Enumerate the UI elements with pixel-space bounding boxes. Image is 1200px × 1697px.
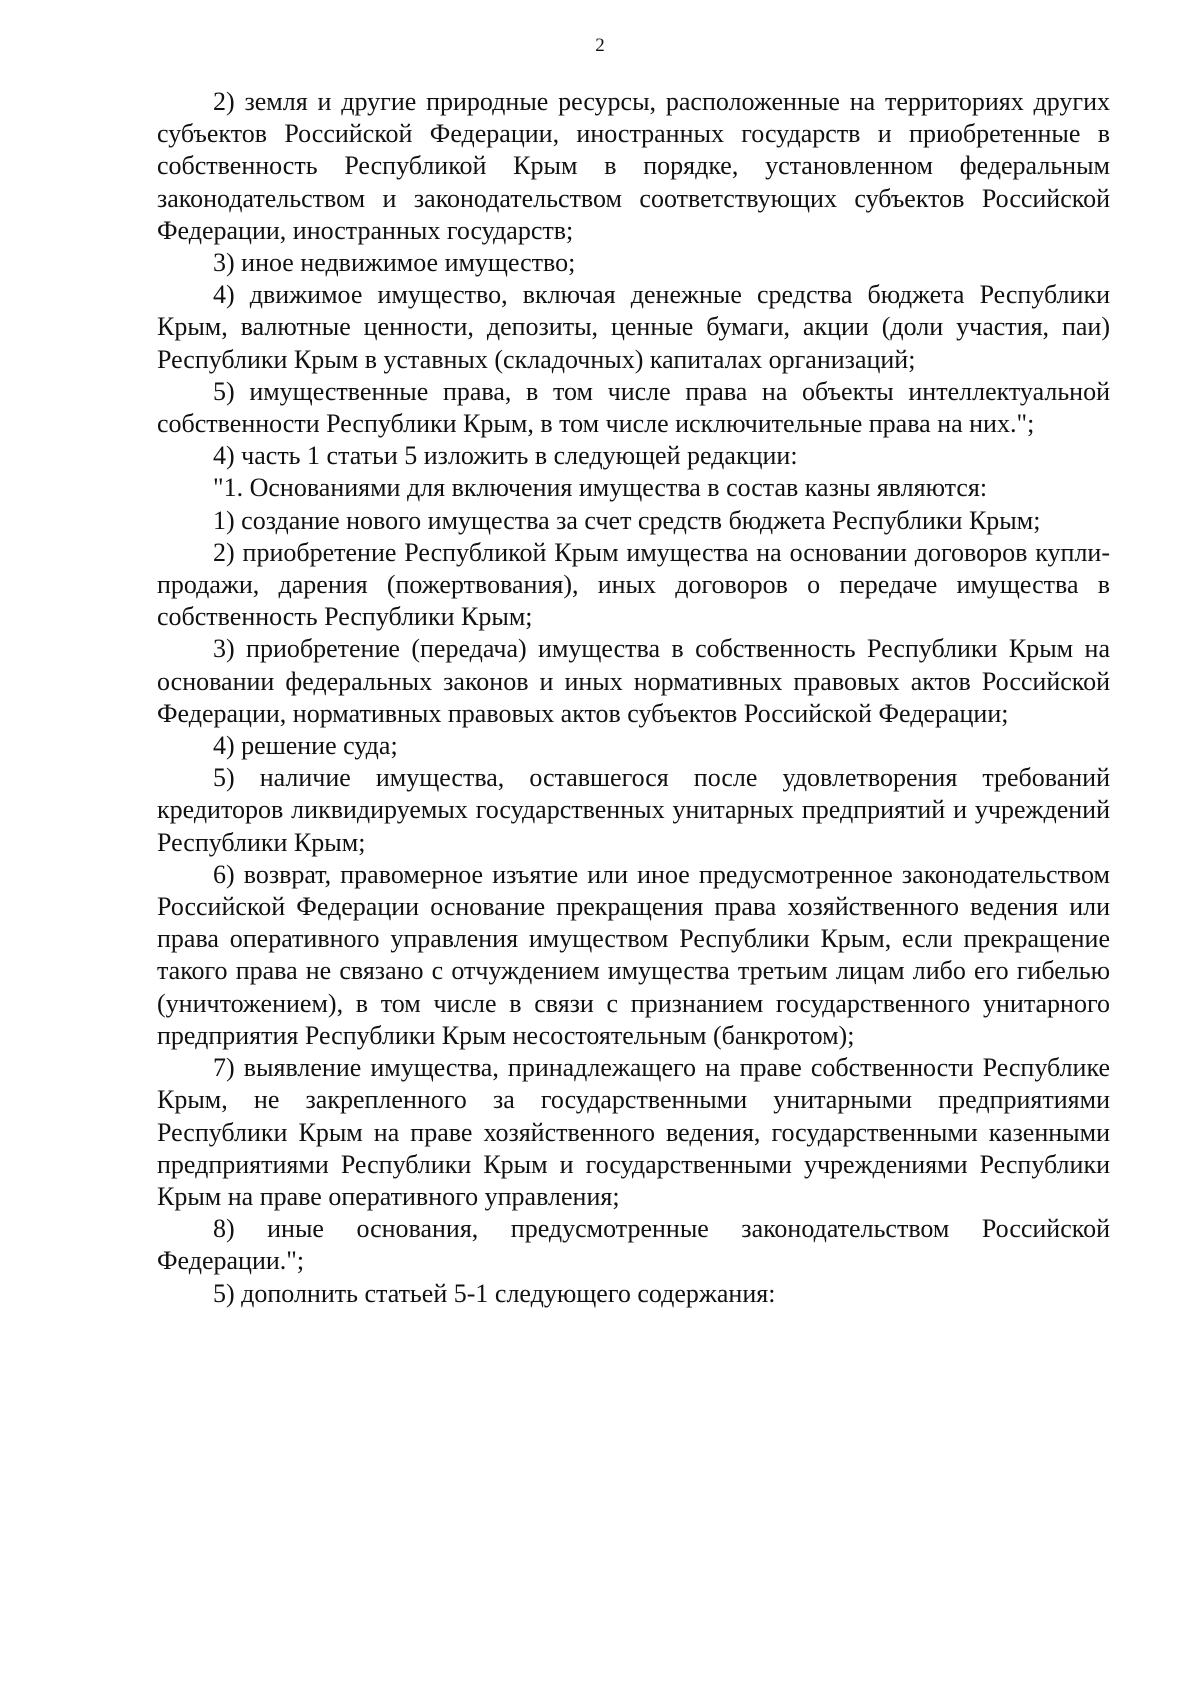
paragraph-amendment-4: 4) часть 1 статьи 5 изложить в следующей редакции: — [213, 441, 798, 471]
paragraph-ground-1: 1) создание нового имущества за счет средств бюджета Республики Крым; — [213, 505, 1041, 535]
paragraph-item-5-property-rights: 5) имущественные права, в том числе права на объекты интеллектуальной собственности Республики Крым, в том числе исключительные права на них."; — [157, 376, 1110, 439]
paragraph-ground-4: 4) решение суда; — [213, 731, 398, 761]
paragraph-grounds-intro: "1. Основаниями для включения имущества в состав казны являются: — [213, 473, 988, 503]
document-body — [157, 86, 1110, 1310]
paragraph-ground-6: 6) возврат, правомерное изъятие или иное предусмотренное законодательством Российской Федерации основание прекращения права хозяйственного ведения или права оперативного управления имуществом Республики Крым, если прекращение такого права не связано с отчуждением имущества третьим лицам либо его гибелью (уничтожением), в том числе в связи с признанием государственного унитарного предприятия Республики Крым несостоятельным (банкротом); — [157, 859, 1110, 1050]
paragraph-ground-7: 7) выявление имущества, принадлежащего на праве собственности Республике Крым, не закрепленного за государственными унитарными предприятиями Республики Крым на праве хозяйственного ведения, государственными казенными предприятиями Республики Крым и государственными учреждениями Республики Крым на праве оперативного управления; — [157, 1053, 1110, 1211]
paragraph-ground-2: 2) приобретение Республикой Крым имущества на основании договоров купли-продажи, дарения (пожертвования), иных договоров о передаче имущества в собственность Республики Крым; — [157, 537, 1110, 632]
paragraph-ground-3: 3) приобретение (передача) имущества в собственность Республики Крым на основании федеральных законов и иных нормативных правовых актов Российской Федерации, нормативных правовых актов субъектов Российской Федерации; — [157, 634, 1110, 728]
paragraph-item-3-other-real-estate: 3) иное недвижимое имущество; — [213, 248, 576, 278]
paragraph-item-4-movable-property: 4) движимое имущество, включая денежные средства бюджета Республики Крым, валютные ценности, депозиты, ценные бумаги, акции (доли участия, паи) Республики Крым в уставных (складочных) капиталах организаций; — [157, 280, 1110, 374]
paragraph-amendment-5: 5) дополнить статьей 5-1 следующего содержания: — [213, 1278, 776, 1308]
paragraph-ground-5: 5) наличие имущества, оставшегося после удовлетворения требований кредиторов ликвидируемых государственных унитарных предприятий и учреждений Республики Крым; — [157, 763, 1110, 857]
paragraph-ground-8: 8) иные основания, предусмотренные законодательством Российской Федерации."; — [157, 1214, 1110, 1276]
page-number: 2 — [595, 35, 605, 56]
paragraph-item-2-natural-resources: 2) земля и другие природные ресурсы, расположенные на территориях других субъектов Российской Федерации, иностранных государств и приобретенные в собственность Республикой Крым в порядке, установленном федеральным законодательством и законодательством соответствующих субъектов Российской Федерации, иностранных государств; — [157, 87, 1110, 245]
